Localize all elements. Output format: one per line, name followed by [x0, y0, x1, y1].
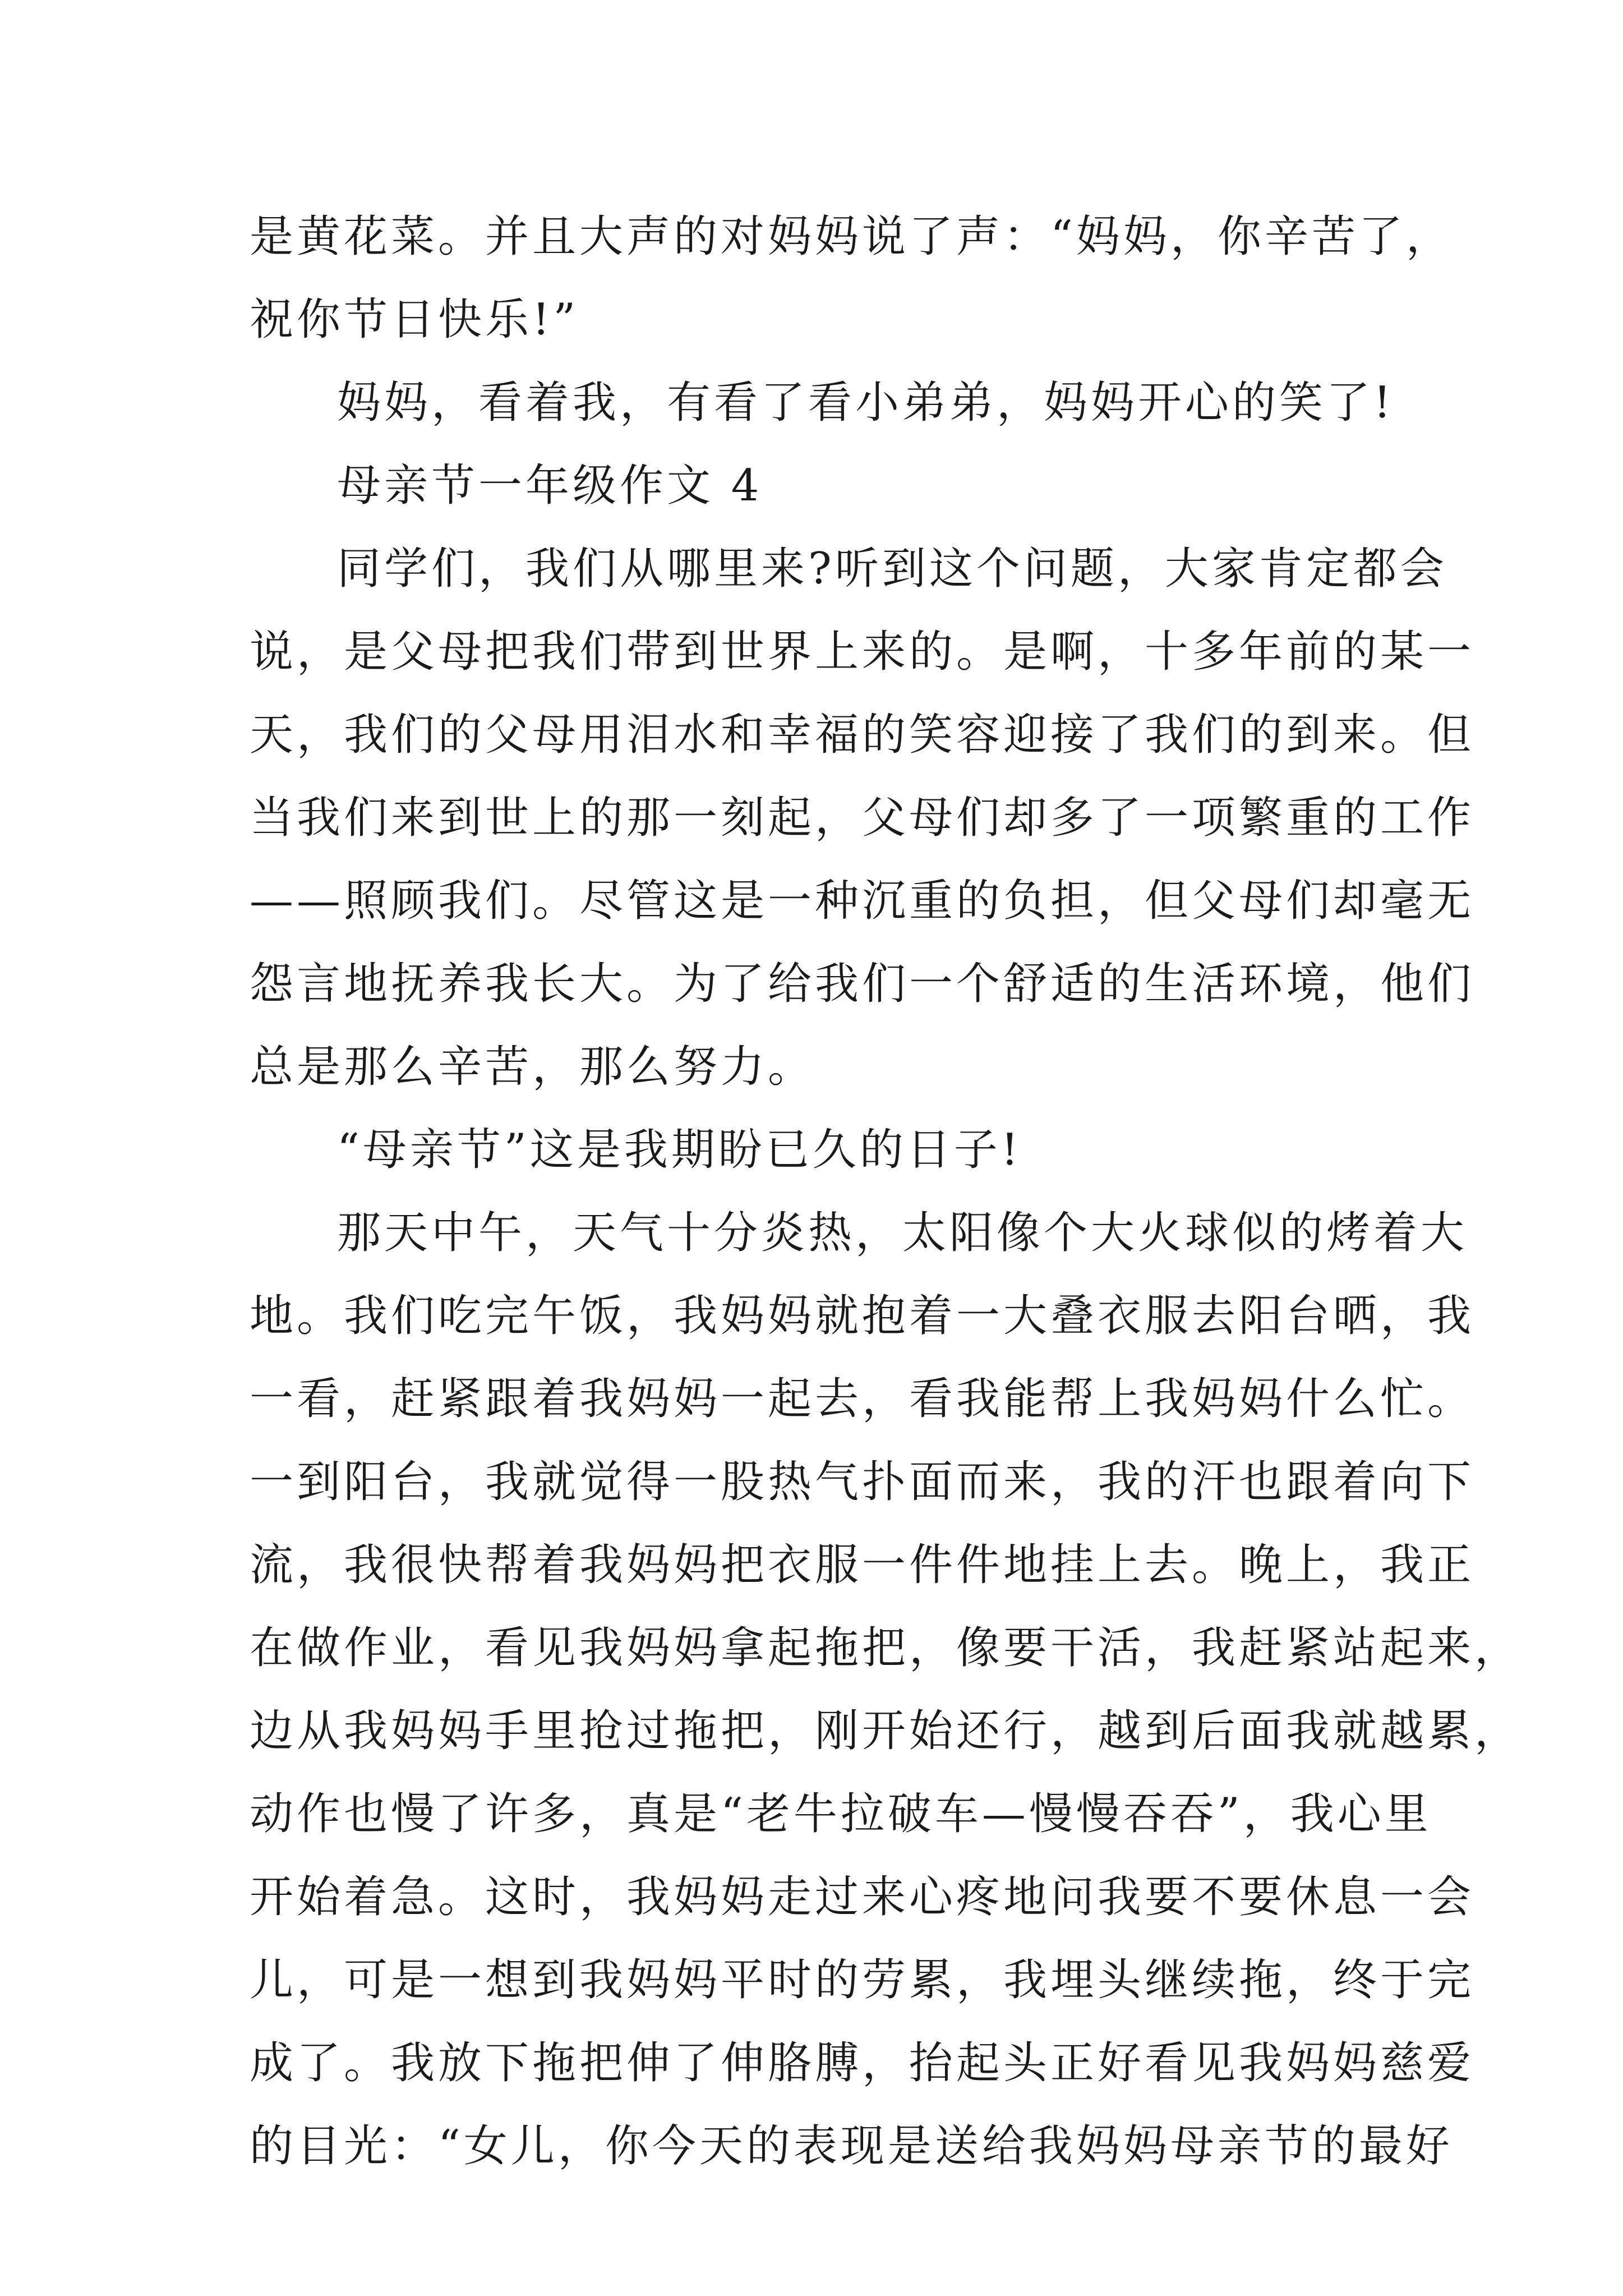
text-line: “母亲节”这是我期盼已久的日子!: [337, 1125, 1022, 1175]
text-line: ——照顾我们。尽管这是一种沉重的负担，但父母们却毫无: [250, 876, 1475, 926]
text-line: 怨言地抚养我长大。为了给我们一个舒适的生活环境，他们: [250, 959, 1475, 1009]
text-line: 一看，赶紧跟着我妈妈一起去，看我能帮上我妈妈什么忙。: [250, 1374, 1475, 1424]
text-line: 成了。我放下拖把伸了伸胳膊，抬起头正好看见我妈妈慈爱: [250, 2038, 1475, 2088]
text-line: 儿，可是一想到我妈妈平时的劳累，我埋头继续拖，终于完: [250, 1955, 1475, 2005]
text-line: 流，我很快帮着我妈妈把衣服一件件地挂上去。晚上，我正: [250, 1540, 1475, 1590]
text-line: 说，是父母把我们带到世界上来的。是啊，十多年前的某一: [250, 627, 1475, 677]
essay-text: [250, 195, 1522, 2188]
text-line: 地。我们吃完午饭，我妈妈就抱着一大叠衣服去阳台晒，我: [250, 1291, 1475, 1341]
text-line: 天，我们的父母用泪水和幸福的笑容迎接了我们的到来。但: [250, 710, 1475, 760]
text-line: 在做作业，看见我妈妈拿起拖把，像要干活，我赶紧站起来，: [250, 1623, 1522, 1673]
text-line: 总是那么辛苦，那么努力。: [250, 1042, 815, 1092]
text-line: 边从我妈妈手里抢过拖把，刚开始还行，越到后面我就越累，: [250, 1706, 1522, 1756]
text-line: 那天中午，天气十分炎热，太阳像个大火球似的烤着大: [337, 1208, 1468, 1258]
text-line: 同学们，我们从哪里来?听到这个问题，大家肯定都会: [337, 544, 1447, 594]
text-line: 祝你节日快乐!”: [250, 295, 579, 345]
text-line: 当我们来到世上的那一刻起，父母们却多了一项繁重的工作: [250, 793, 1475, 843]
text-line: 的目光：“女儿，你今天的表现是送给我妈妈母亲节的最好: [250, 2121, 1453, 2171]
text-line: 动作也慢了许多，真是“老牛拉破车—慢慢吞吞”，我心里: [250, 1789, 1432, 1839]
text-line: 妈妈，看着我，有看了看小弟弟，妈妈开心的笑了!: [337, 378, 1395, 428]
text-line: 是黄花菜。并且大声的对妈妈说了声：“妈妈，你辛苦了，: [250, 211, 1453, 262]
text-line: 母亲节一年级作文 4: [337, 461, 763, 511]
text-line: 一到阳台，我就觉得一股热气扑面而来，我的汗也跟着向下: [250, 1457, 1475, 1507]
text-line: 开始着急。这时，我妈妈走过来心疼地问我要不要休息一会: [250, 1872, 1475, 1922]
